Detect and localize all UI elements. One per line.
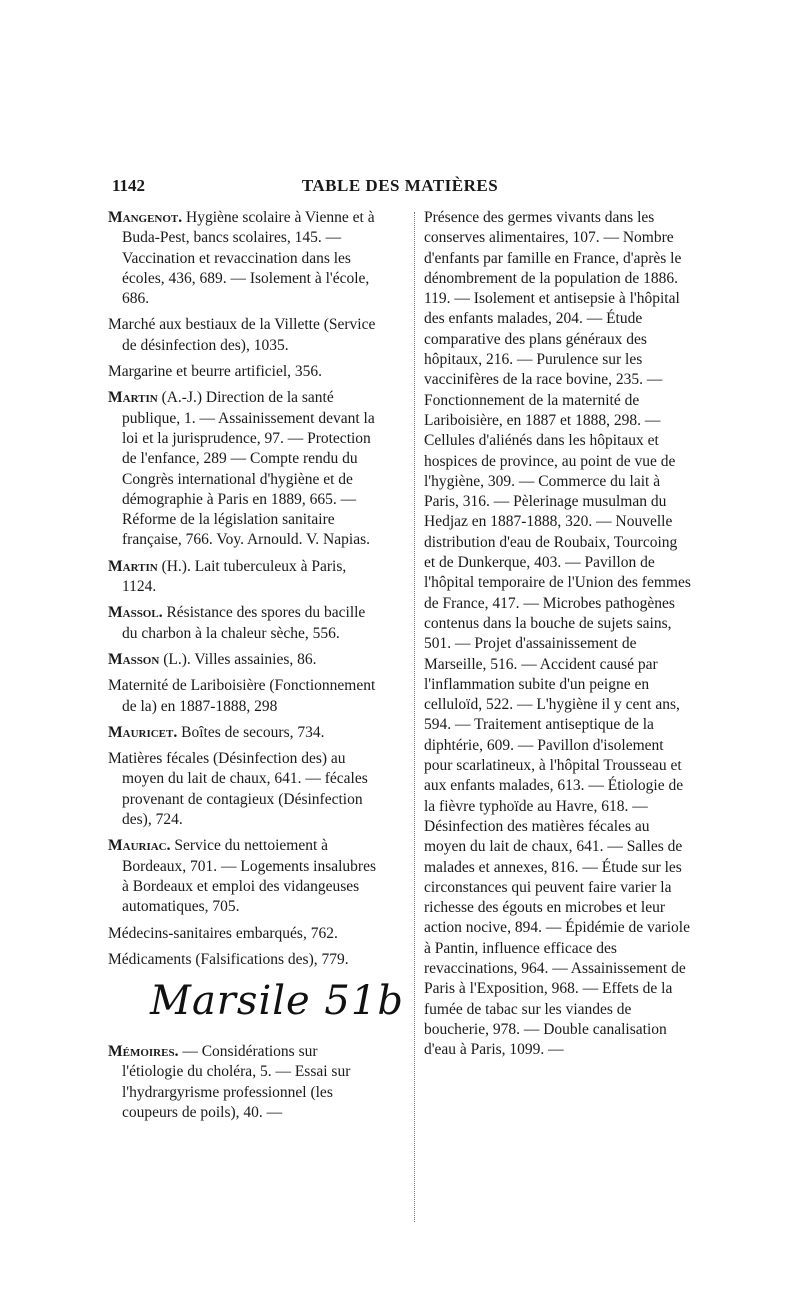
entry-text: (H.). Lait tuberculeux à Paris, 1124. [122,557,347,596]
running-head: TABLE DES MATIÈRES [301,176,499,195]
entry-text: Marché aux bestiaux de la Villette (Service de désinfection des), 1035. [108,316,376,354]
index-entry [108,676,378,717]
right-column [424,208,692,1066]
index-entry [108,723,378,743]
page-number: 1142 [112,176,146,195]
entry-text: Maternité de Lariboisière (Fonctionnement de la) en 1887-1888, 298 [108,677,376,715]
entry-text: Hygiène scolaire à Vienne et à Buda-Pest, bancs scolaires, 145. — Vaccination et revaccination dans les écoles, 436, 689. — Isolement à l'école, 686. [122,209,375,308]
entry-text: Service du nettoiement à Bordeaux, 701. — Logements insalubres à Bordeaux et emploi des vidangeuses automatiques, 705. [122,837,376,916]
entry-text: (L.). Villes assainies, 86. [163,650,317,668]
entry-heading: Mémoires. [108,1043,179,1061]
index-entry [108,388,378,550]
index-entry [108,924,378,944]
entry-text: Boîtes de secours, 734. [181,723,325,741]
index-entry [108,557,378,598]
entry-text: Résistance des spores du bacille du charbon à la chaleur sèche, 556. [122,604,366,642]
entry-text: Médecins-sanitaires embarqués, 762. [108,924,338,942]
index-entry [108,950,378,970]
entry-heading: Mangenot. [108,209,183,226]
entry-heading: Masson [108,650,160,668]
entry-text: — Considérations sur l'étiologie du choléra, 5. — Essai sur l'hydrargyrisme professionnel (les coupeurs de poils), 40. — [122,1043,351,1121]
entry-heading: Martin [108,389,158,407]
index-entry [108,603,378,644]
handwritten-note: Marsile 51b [150,978,404,1024]
column-divider [414,212,415,1222]
index-entry [108,208,378,309]
entry-heading: Mauricet. [108,723,178,741]
entry-heading: Mauriac. [108,837,171,855]
entry-text: Margarine et beurre artificiel, 356. [108,363,323,381]
entry-text: (A.-J.) Direction de la santé publique, 1. — Assainissement devant la loi et la jurisprudence, 97. — Protection de l'enfance, 289 — Compte rendu du Congrès international d'hygiène et de démographie à Paris en 1889, 665. — Réforme de la législation sanitaire française, 766. Voy. Arnould. V. Napias. [122,389,375,549]
index-entry [108,836,378,917]
index-entry [108,749,378,830]
index-entry [108,1042,378,1123]
entry-text: Matières fécales (Désinfection des) au moyen du lait de chaux, 641. — fécales provenant de contagieux (Désinfection des), 724. [108,750,368,829]
index-entry [108,315,378,356]
entry-text: Médicaments (Falsifications des), 779. [108,950,349,968]
index-entry [108,650,378,670]
index-entry-continued: Présence des germes vivants dans les conserves alimentaires, 107. — Nombre d'enfants par famille en France, d'après le dénombrement de la population de 1886. 119. — Isolement et antisepsie à l'hôpital des enfants malades, 204. — Étude comparative des plans généraux des hôpitaux, 216. — Purulence sur les vaccinifères de la race bovine, 235. — Fonctionnement de la maternité de Lariboisière, en 1887 et 1888, 298. — Cellules d'aliénés dans les hôpitaux et hospices de province, au point de vue de l'hygiène, 309. — Commerce du lait à Paris, 316. — Pèlerinage musulman du Hedjaz en 1887-1888, 320. — Nouvelle distribution d'eau de Roubaix, Tourcoing et de Dunkerque, 403. — Pavillon de l'hôpital temporaire de l'Union des femmes de France, 417. — Microbes pathogènes contenus dans la bouche de sujets sains, 501. — Projet d'assainissement de Marseille, 516. — Accident causé par l'inflammation subite d'un peigne en celluloïd, 522. — L'hygiène il y cent ans, 594. — Traitement antiseptique de la diphtérie, 609. — Pavillon d'isolement pour scarlatineux, à l'hôpital Trousseau et aux enfants malades, 613. — Étiologie de la fièvre typhoïde au Havre, 618. — Désinfection des matières fécales au moyen du lait de chaux, 641. — Salles de malades et annexes, 816. — Étude sur les circonstances qui peuvent faire varier la richesse des égouts en microbes et leur action nocive, 894. — Épidémie de variole à Pantin, influence efficace des revaccinations, 964. — Assainissement de Paris à l'Exposition, 968. — Effets de la fumée de tabac sur les viandes de boucherie, 978. — Double canalisation d'eau à Paris, 1099. — [424,209,691,1059]
index-entry [108,362,378,382]
entry-heading: Martin [108,557,158,575]
entry-heading: Massol. [108,604,163,622]
